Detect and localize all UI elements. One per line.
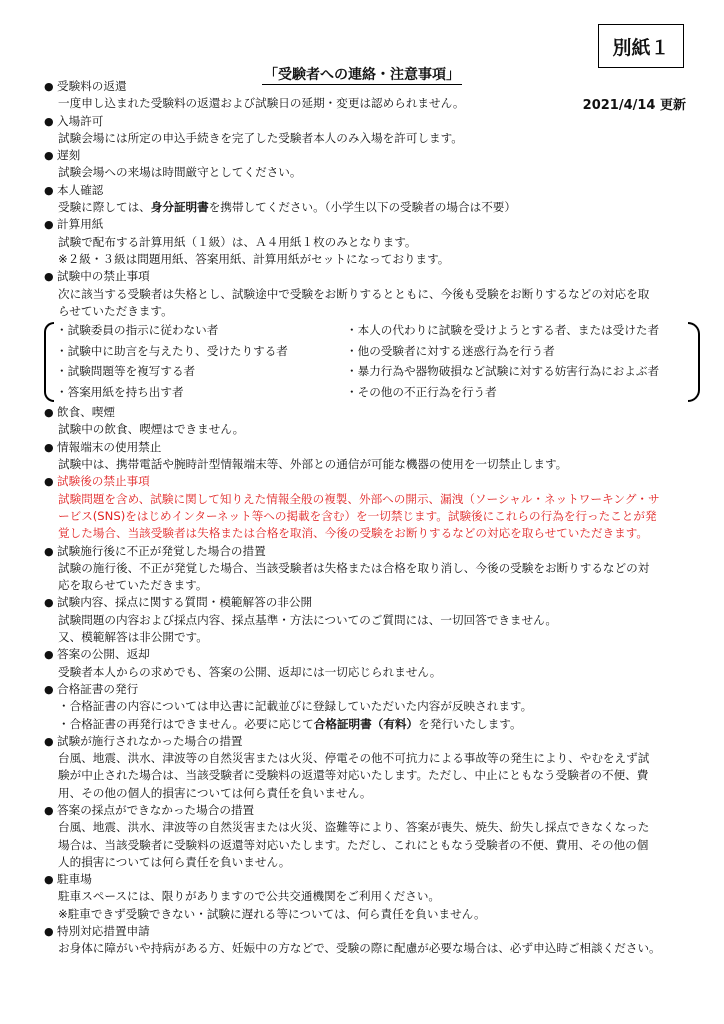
section-heading: ● 遅刻 xyxy=(44,148,81,163)
section-text-warning: 覚した場合、当該受験者は失格または合格を取消、今後の受験をお断りするなどの対応を取らせていただきます。 xyxy=(58,526,649,541)
section-text-warning: ービス(SNS)をはじめインターネット等への掲載を含む）を一切禁じます。試験後にこれらの行為を行ったことが発 xyxy=(58,508,657,523)
section-text: 応を取らせていただきます。 xyxy=(58,578,208,593)
section-heading: ● 駐車場 xyxy=(44,872,92,887)
section-heading: ● 入場許可 xyxy=(44,113,104,128)
section-text: 試験中は、携帯電話や腕時計型情報端末等、外部との通信が可能な機器の使用を一切禁止します。 xyxy=(58,457,568,472)
section-text: 台風、地震、洪水、津波等の自然災害または火災、盗難等により、答案が喪失、焼失、紛失し採点できなくなった xyxy=(58,820,650,835)
section-text: 一度申し込まれた受験料の返還および試験日の延期・変更は認められません。 xyxy=(58,96,465,111)
prohibited-item: ・暴力行為や器物破損など試験に対する妨害行為におよぶ者 xyxy=(346,364,660,379)
section-heading: ● 本人確認 xyxy=(44,182,104,197)
section-heading: ● 受験料の返還 xyxy=(44,79,127,93)
section-heading: ● 飲食、喫煙 xyxy=(44,405,115,420)
section-heading: ● 合格証書の発行 xyxy=(44,681,139,696)
section-heading: ● 試験後の禁止事項 xyxy=(44,474,150,489)
prohibited-item: ・本人の代わりに試験を受けようとする者、または受けた者 xyxy=(346,323,660,338)
section-heading: ● 計算用紙 xyxy=(44,217,104,232)
section-text: 試験の施行後、不正が発覚した場合、当該受験者は失格または合格を取り消し、今後の受験をお断りするなどの対 xyxy=(58,560,650,575)
section-text: 試験で配布する計算用紙（１級）は、Ａ４用紙１枚のみとなります。 xyxy=(58,234,417,249)
section-heading: ● 試験施行後に不正が発覚した場合の措置 xyxy=(44,543,266,558)
section-heading: ● 答案の採点ができなかった場合の措置 xyxy=(44,802,255,817)
section-text-warning: 試験問題を含め、試験に関して知りえた情報全般の複製、外部への開示、漏洩（ソーシャル・ネットワーキング・サ xyxy=(58,491,660,506)
section-text: 試験中の飲食、喫煙はできません。 xyxy=(58,422,245,437)
section-text: 次に該当する受験者は失格とし、試験途中で受験をお断りするとともに、今後も受験をお断りするなどの対応を取 xyxy=(58,286,650,301)
notice-content xyxy=(44,78,692,958)
prohibited-item: ・他の受験者に対する迷惑行為を行う者 xyxy=(346,343,555,358)
section-text: 又、模範解答は非公開です。 xyxy=(58,630,208,645)
section-text: 試験問題の内容および採点内容、採点基準・方法についてのご質問には、一切回答できません。 xyxy=(58,612,557,627)
section-text: 駐車スペースには、限りがありますので公共交通機関をご利用ください。 xyxy=(58,889,441,904)
prohibited-item: ・試験問題等を複写する者 xyxy=(56,364,196,379)
section-heading: ● 答案の公開、返却 xyxy=(44,647,150,662)
updated-date: 2021/4/14 更新 xyxy=(582,98,686,113)
section-text: らせていただきます。 xyxy=(58,303,173,318)
section-text: ・合格証書の再発行はできません。必要に応じて合格証明書（有料）を発行いたします。 xyxy=(58,716,522,731)
certificate-emphasis: 合格証明書（有料） xyxy=(313,716,419,731)
section-text: 台風、地震、洪水、津波等の自然災害または火災、停電その他不可抗力による事故等の発生により、やむをえず試 xyxy=(58,751,650,766)
prohibited-item: ・答案用紙を持ち出す者 xyxy=(56,384,184,399)
prohibited-list xyxy=(44,322,692,404)
id-document-emphasis: 身分証明書 xyxy=(150,200,209,215)
section-text: ※駐車できず受験できない・試験に遅れる等については、何ら責任を負いません。 xyxy=(58,906,486,921)
prohibited-item: ・試験委員の指示に従わない者 xyxy=(56,323,219,338)
section-heading: ● 試験内容、採点に関する質問・模範解答の非公開 xyxy=(44,595,313,610)
section-text: 人的損害については何ら責任を負いません。 xyxy=(58,854,291,869)
section-text: 試験会場への来場は時間厳守としてください。 xyxy=(58,165,302,180)
prohibited-item: ・試験中に助言を与えたり、受けたりする者 xyxy=(56,343,288,358)
section-text: 試験会場には所定の申込手続きを完了した受験者本人のみ入場を許可します。 xyxy=(58,130,463,145)
section-heading: ● 情報端末の使用禁止 xyxy=(44,439,162,454)
section-text: 用、その他の個人的損害については何ら責任を負いません。 xyxy=(58,785,372,800)
section-text: ・合格証書の内容については申込書に記載並びに登録していただいた内容が反映されます。 xyxy=(58,699,533,714)
section-text: ※２級・３級は問題用紙、答案用紙、計算用紙がセットになっております。 xyxy=(58,251,450,266)
section-heading: ● 試験が施行されなかった場合の措置 xyxy=(44,733,243,748)
right-brace xyxy=(688,322,700,402)
section-text: 場合は、当該受験者に受験料の返還等対応いたします。ただし、これにともなう受験者の不便、費用、その他の個 xyxy=(58,837,649,852)
section-text: お身体に障がいや持病がある方、妊娠中の方などで、受験の際に配慮が必要な場合は、必ず申込時ご相談ください。 xyxy=(58,941,661,956)
section-text: 験が中止された場合は、当該受験者に受験料の返還等対応いたします。ただし、中止にともなう受験者の不便、費 xyxy=(58,768,649,783)
left-brace xyxy=(44,322,54,402)
prohibited-item: ・その他の不正行為を行う者 xyxy=(346,384,497,399)
page-title: 「受験者への連絡・注意事項」 xyxy=(264,67,460,83)
section-heading: ● 特別対応措置申請 xyxy=(44,924,150,939)
section-text: 受験者本人からの求めでも、答案の公開、返却には一切応じられません。 xyxy=(58,664,442,679)
section-heading: ● 試験中の禁止事項 xyxy=(44,269,150,284)
section-text: 受験に際しては、身分証明書を携帯してください。（小学生以下の受験者の場合は不要） xyxy=(58,200,516,215)
attachment-badge: 別紙１ xyxy=(598,24,684,68)
